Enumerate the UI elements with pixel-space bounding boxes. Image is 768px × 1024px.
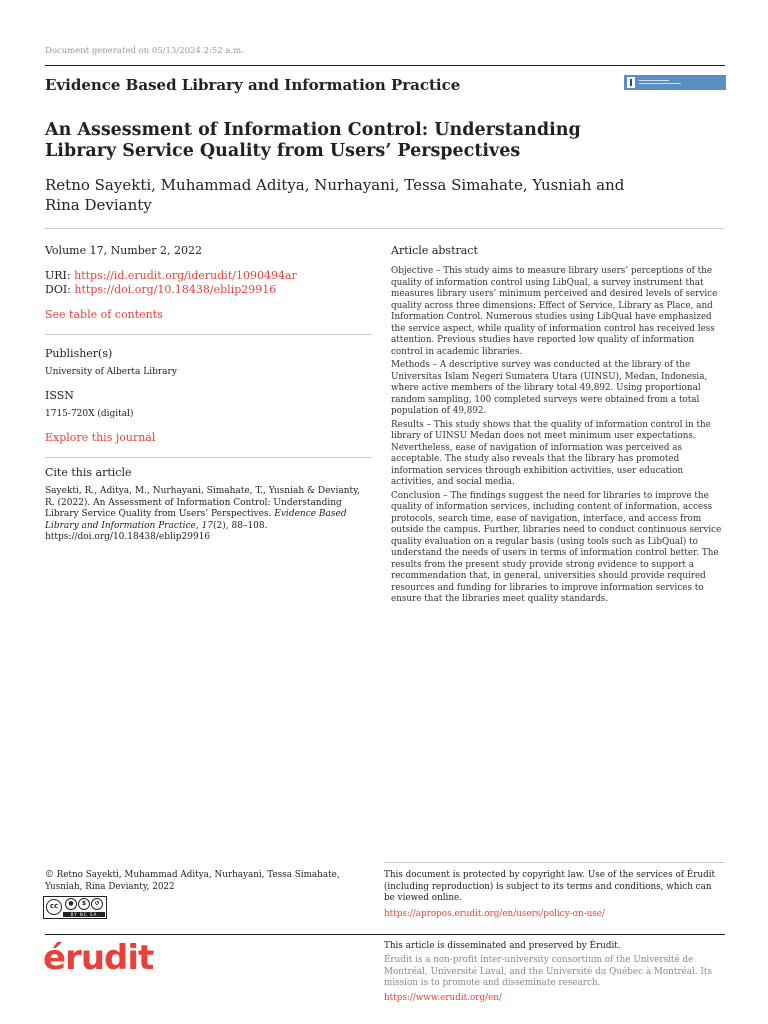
article-authors: Retno Sayekti, Muhammad Aditya, Nurhayani, Tessa Simahate, Yusniah and Rina Devianty — [45, 176, 625, 214]
citation-volume: 17 — [201, 520, 214, 531]
erudit-logo: érudit — [43, 938, 154, 978]
doi-label: DOI: — [45, 283, 71, 296]
creative-commons-license-icon[interactable] — [43, 896, 107, 919]
copyright-protection-text: This document is protected by copyright law. Use of the services of Érudit (including reproduction) is subject to its terms and conditions, which can be viewed online. — [384, 870, 716, 903]
journal-banner — [624, 75, 726, 90]
sharealike-icon: ↺ — [91, 898, 103, 910]
consortium-description: Érudit is a non-profit inter-university consortium of the Université de Montréal, Université Laval, and the Université du Québec à Montréal. Its mission is to promote and disseminate research. — [384, 955, 712, 988]
header-divider — [45, 228, 725, 229]
volume-info: Volume 17, Number 2, 2022 — [45, 244, 203, 257]
divider — [45, 334, 372, 335]
abstract-body — [391, 266, 725, 608]
dissemination-notice: This article is disseminated and preserved by Érudit. — [384, 941, 621, 951]
journal-logo-icon — [627, 77, 635, 88]
article-title: An Assessment of Information Control: Understanding Library Service Quality from Users’ Perspectives — [45, 120, 581, 161]
person-icon: ● — [65, 898, 77, 910]
uri-label: URI: — [45, 269, 71, 282]
abstract-methods: Methods – A descriptive survey was conducted at the library of the Universitas Islam Negeri Sumatera Utara (UINSU), Medan, Indonesia, where active members of the library total 49,892. Using proportional random sampling, 100 completed surveys were obtained from a total population of 49,892. — [391, 360, 708, 416]
uri-link[interactable]: https://id.erudit.org/iderudit/1090494ar — [74, 269, 297, 282]
top-divider — [45, 65, 725, 66]
issn-label: ISSN — [45, 389, 74, 402]
footer-divider — [384, 862, 725, 863]
identifiers — [45, 269, 372, 297]
uri-line — [45, 269, 372, 283]
doi-link[interactable]: https://doi.org/10.18438/eblip29916 — [74, 283, 277, 296]
footer-bottom-divider — [45, 934, 725, 935]
erudit-website-link[interactable]: https://www.erudit.org/en/ — [384, 993, 502, 1003]
table-of-contents-link[interactable]: See table of contents — [45, 308, 163, 321]
generated-date: Document generated on 05/13/2024 2:52 a.m. — [45, 46, 244, 56]
publisher-label: Publisher(s) — [45, 347, 113, 360]
noncommercial-icon: $ — [78, 898, 90, 910]
issn-value: 1715-720X (digital) — [45, 409, 134, 419]
journal-title: Evidence Based Library and Information Practice — [45, 76, 461, 94]
policy-link[interactable]: https://apropos.erudit.org/en/users/policy-on-use/ — [384, 909, 605, 919]
citation-text: Sayekti, R., Aditya, M., Nurhayani, Simahate, T., Yusniah & Devianty, R. (2022). An Assessment of Information Control: Understanding Library Service Quality from Users’ Perspectives. Evidence Based Library and Information Practice, 17(2), 88–108. https://doi.org/10.18438/eblip29916 — [45, 486, 360, 542]
divider — [45, 457, 372, 458]
metadata-column — [45, 244, 372, 544]
abstract-results: Results – This study shows that the quality of information control in the library of UINSU Medan does not meet minimum user expectations. Nevertheless, ease of navigation of information was perceived as acceptable. The study also reveals that the library has promoted information services through exhibition activities, user education activities, and social media. — [391, 419, 711, 487]
publisher-name: University of Alberta Library — [45, 367, 177, 377]
cite-label: Cite this article — [45, 466, 132, 479]
abstract-objective: Objective – This study aims to measure library users’ perceptions of the quality of information control using LibQual, a survey instrument that measures library users’ minimum perceived and desired levels of service quality across three dimensions: Effect of Service, Library as Place, and Information Control. Numerous studies using LibQual have emphasized the service aspect, while quality of information control has received less attention. Previous studies have reported low quality of information control in academic libraries. — [391, 266, 718, 357]
doi-line — [45, 283, 372, 297]
license-terms: BY NC SA — [70, 912, 98, 917]
abstract-conclusion: Conclusion – The findings suggest the need for libraries to improve the quality of information services, including content of information, access protocols, search time, ease of navigation, interface, and access from outside the campus. Further, libraries need to conduct continuous service quality evaluation on a regular basis (using tools such as LibQual) to understand the needs of users in terms of information control better. The results from the present study provide strong evidence to support a recommendation that, in general, universities should provide required resources and funding for libraries to improve information services to ensure that the libraries meet quality standards. — [391, 490, 722, 604]
copyright-notice: © Retno Sayekti, Muhammad Aditya, Nurhayani, Tessa Simahate, Yusniah, Rina Devianty, 2022 — [45, 870, 340, 892]
explore-journal-link[interactable]: Explore this journal — [45, 431, 156, 444]
citation-journal: Evidence Based Library and Information Practice — [45, 509, 347, 531]
cc-icon: cc — [46, 899, 62, 915]
abstract-heading: Article abstract — [391, 244, 478, 257]
